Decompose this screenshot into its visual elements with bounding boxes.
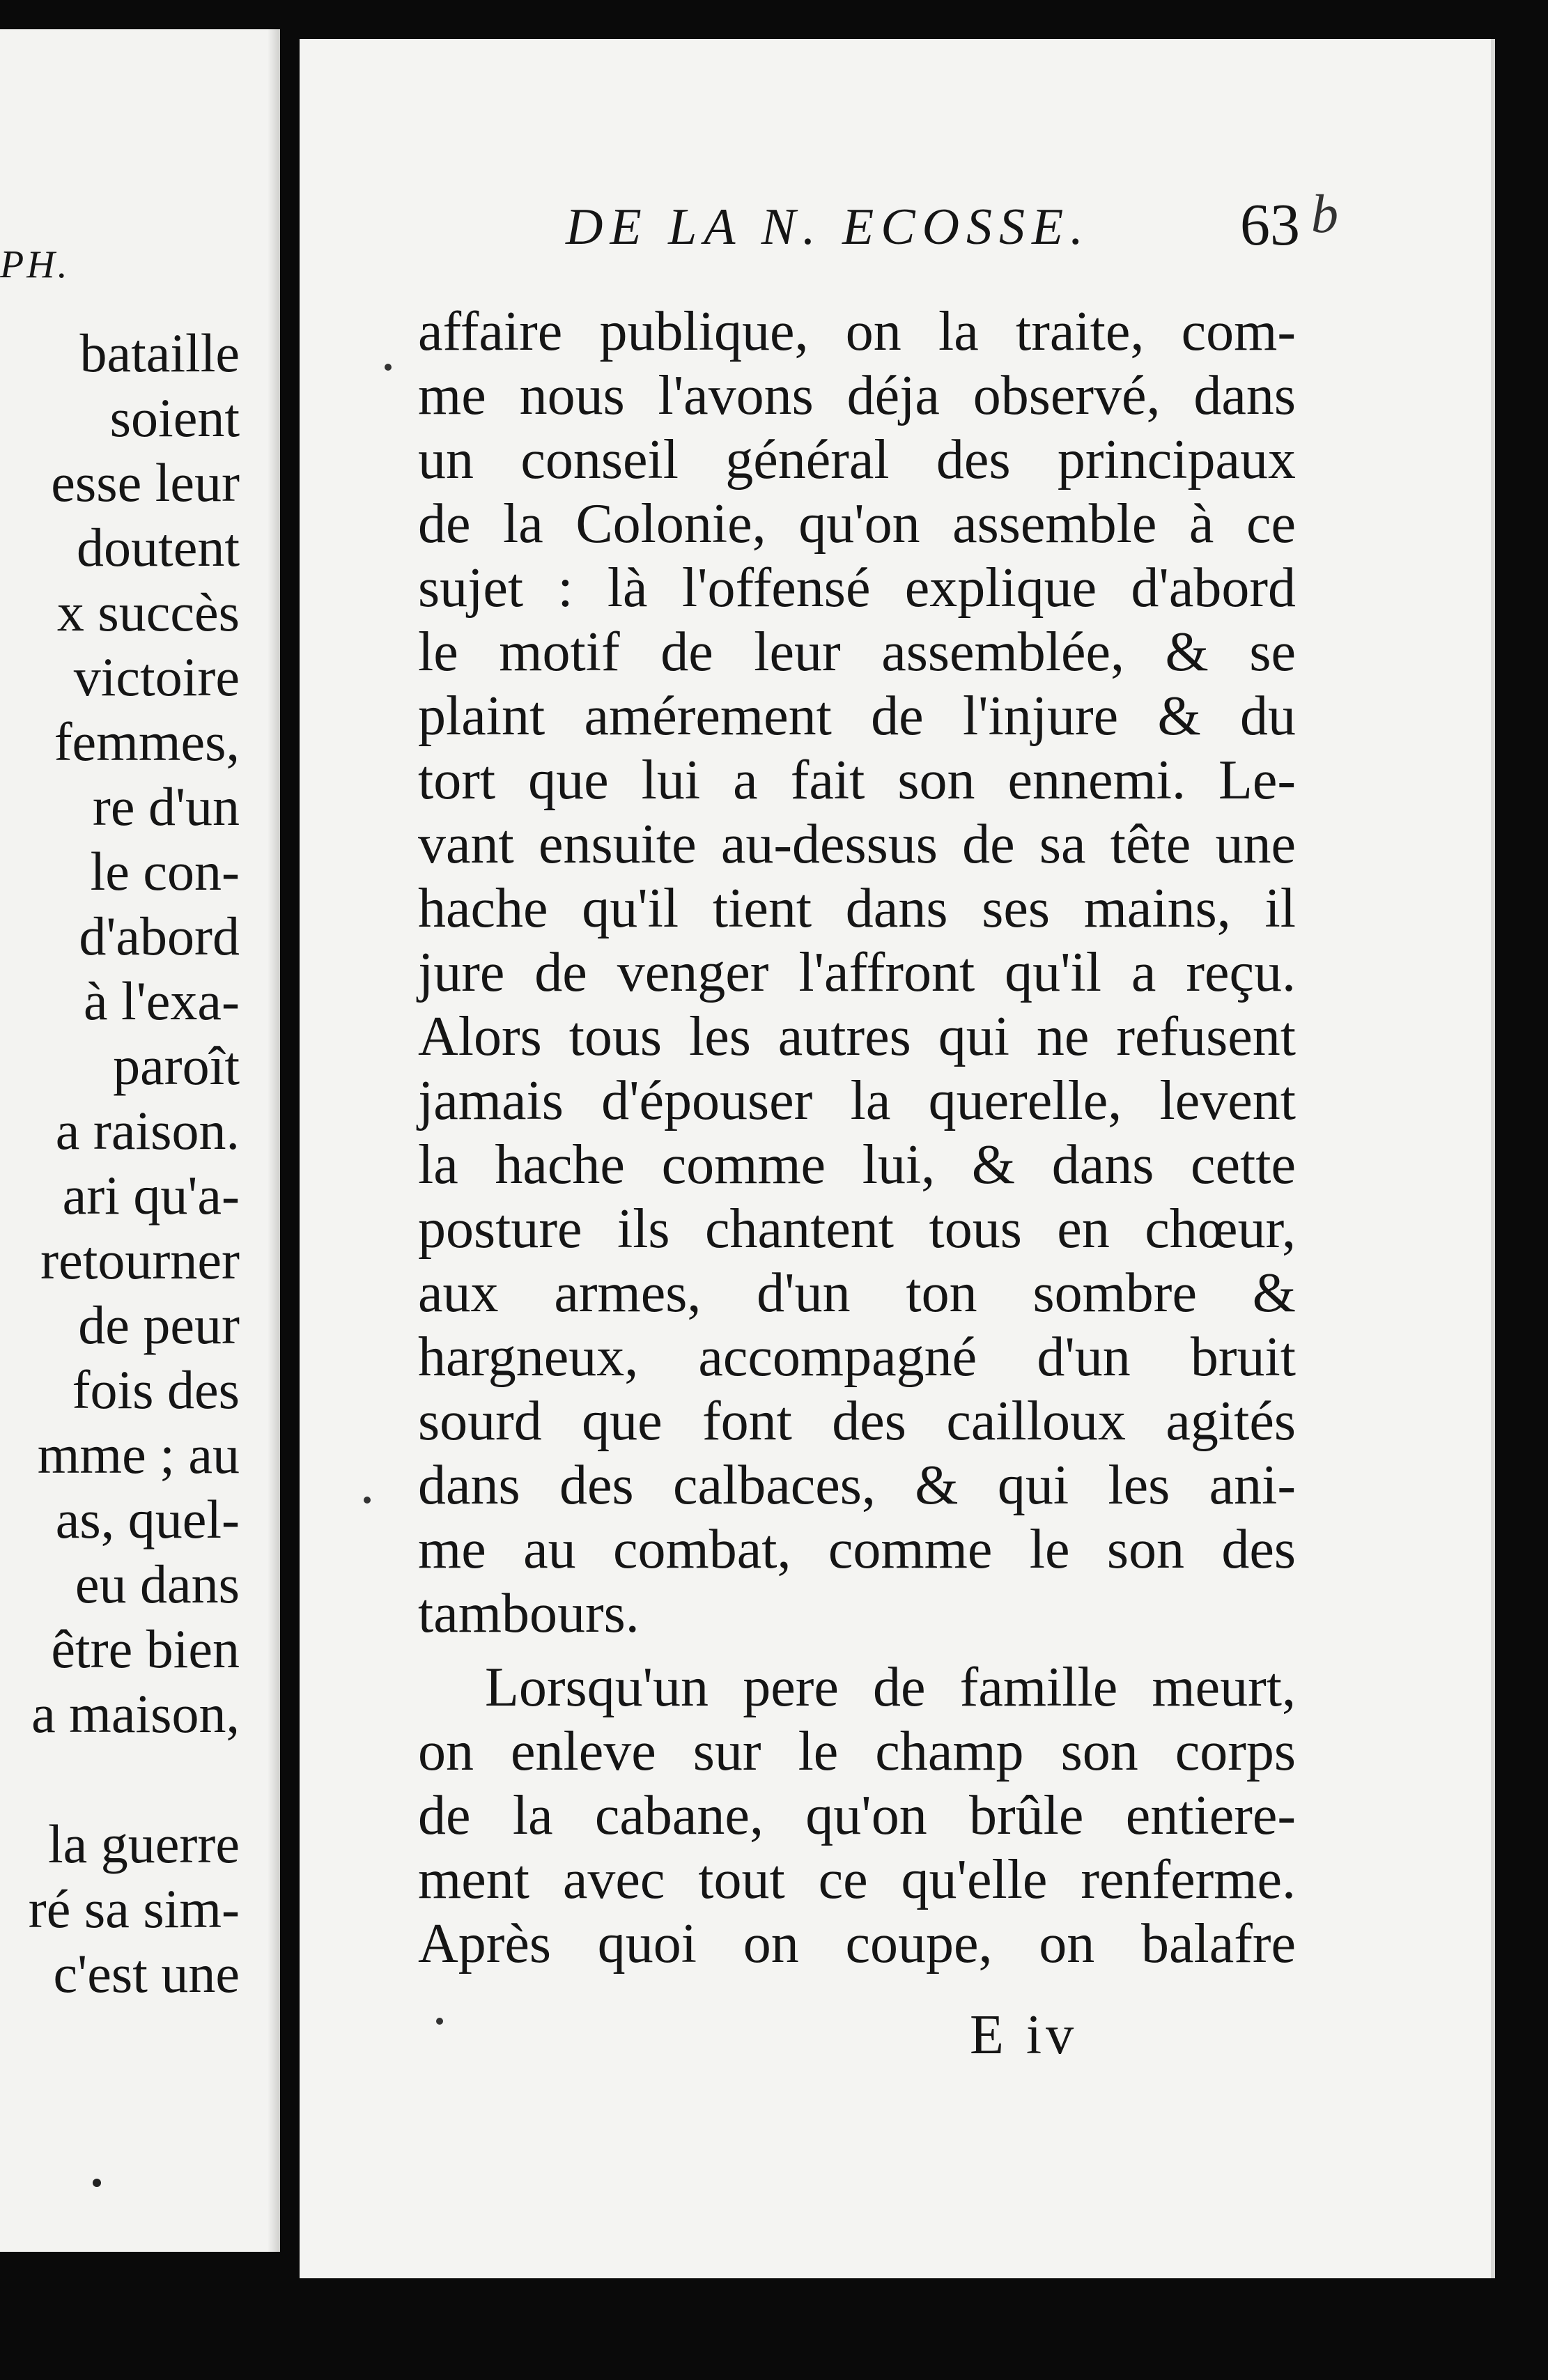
left-text-line: esse leur [51,452,240,513]
text-line: affaire publique, on la traite, com- [418,301,1296,362]
left-text-line: a maison, [31,1683,240,1744]
left-text-line: paroît [113,1035,240,1096]
left-text-line: victoire [73,647,240,707]
text-line: un conseil général des principaux [418,429,1296,490]
ink-speck [385,364,392,371]
text-line: hache qu'il tient dans ses mains, il [418,878,1296,939]
body-text [418,300,1296,1976]
handwritten-page-mark: b [1311,183,1338,244]
left-text-line: re d'un [92,776,240,837]
left-text-line: ré sa sim- [28,1878,240,1939]
left-text-line: être bien [51,1618,240,1679]
text-line: aux armes, d'un ton sombre & [418,1262,1296,1324]
left-text-line: soient [109,387,240,448]
left-text-line: bataille [79,323,240,383]
left-running-head: PH. [0,243,70,286]
paragraph-text-line: on enleve sur le champ son corps [418,1721,1296,1782]
text-line: jure de venger l'affront qu'il a reçu. [418,942,1296,1003]
ink-speck [364,1497,371,1504]
left-text-line: de peur [78,1295,240,1355]
paragraph-text-line: ment avec tout ce qu'elle renferme. [418,1849,1296,1910]
left-text-line: le con- [90,841,240,902]
text-line: jamais d'épouser la querelle, levent [418,1070,1296,1131]
left-text-line: c'est une [53,1943,240,2004]
left-text-line: as, quel- [55,1489,240,1550]
left-text-line: eu dans [75,1554,240,1614]
paragraph-text-line: Lorsqu'un pere de famille meurt, [485,1657,1296,1718]
left-text-line: doutent [77,517,240,578]
left-text-line: fois des [72,1359,240,1420]
left-text-line: femmes, [54,711,240,772]
text-line: sujet : là l'offensé explique d'abord [418,557,1296,619]
text-line: le motif de leur assemblée, & se [418,621,1296,683]
left-text-line: à l'exa- [83,971,240,1031]
text-line: Alors tous les autres qui ne refusent [418,1006,1296,1067]
text-line: tambours. [418,1583,640,1644]
text-line: posture ils chantent tous en chœur, [418,1198,1296,1260]
text-line: sourd que font des cailloux agités [418,1391,1296,1452]
left-text-line: la guerre [48,1814,240,1874]
left-text-line: d'abord [79,906,240,966]
left-text-line: a raison. [55,1100,240,1161]
left-page [0,29,280,2252]
signature-mark: E iv [970,2004,1078,2066]
left-page-edge [268,29,280,2252]
left-text-line: retourner [40,1230,240,1290]
text-line: vant ensuite au-dessus de sa tête une [418,814,1296,875]
left-text-line: mme ; au [37,1424,240,1485]
left-text-block [29,320,240,2006]
right-page [300,39,1495,2278]
left-text-line: ari qu'a- [62,1165,240,1226]
running-head: DE LA N. ECOSSE. [566,199,1090,256]
ink-speck [436,2018,443,2025]
text-line: dans des calbaces, & qui les ani- [418,1455,1296,1516]
ink-speck [93,2179,101,2187]
text-line: me nous l'avons déja observé, dans [418,365,1296,426]
text-line: plaint amérement de l'injure & du [418,686,1296,747]
text-line: de la Colonie, qu'on assemble à ce [418,493,1296,555]
text-line: hargneux, accompagné d'un bruit [418,1327,1296,1388]
page-number: 63 [1240,191,1300,258]
book-gutter [280,0,300,2380]
left-text-line: x succès [56,582,240,642]
paragraph-text-line: de la cabane, qu'on brûle entiere- [418,1785,1296,1846]
text-line: me au combat, comme le son des [418,1519,1296,1580]
paragraph-text-line: Après quoi on coupe, on balafre [418,1913,1296,1975]
text-line: la hache comme lui, & dans cette [418,1134,1296,1196]
text-line: tort que lui a fait son ennemi. Le- [418,750,1296,811]
